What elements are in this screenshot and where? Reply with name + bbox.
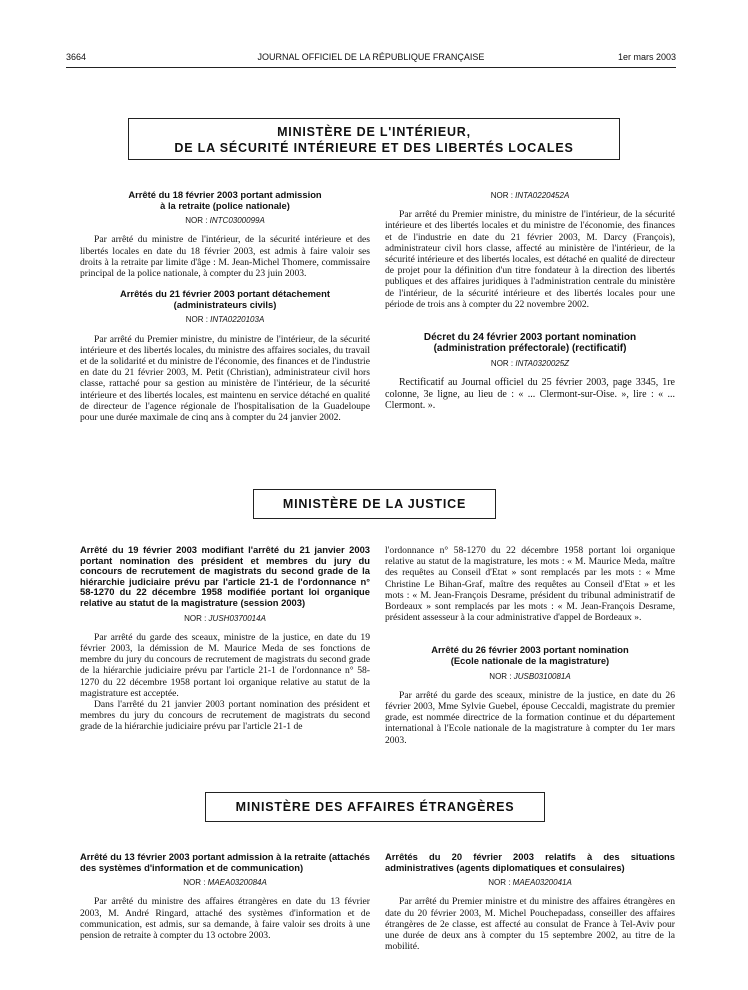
nor-label: NOR : <box>183 878 206 888</box>
ministry-heading-line: MINISTÈRE DE LA JUSTICE <box>282 497 467 511</box>
nor-value: INTA0220452A <box>515 191 570 200</box>
article-text: Par arrêté du ministre de l'intérieur, de la sécurité intérieure et des libertés locales en date du 18 février 2003, est admis à faire valoir ses droits à la retraite par limite d'âge : M. Jean-Michel Thomere, commissaire principal de la police nationale, à compter du 23 juin 2003. <box>80 234 370 279</box>
article-text: Par arrêté du ministre des affaires étrangères en date du 13 février 2003, M. André Ringard, attaché des systèmes d'information et de communication, est admis, sur sa demande, à faire valoir ses droits à une pension de retraite à compter du 13 octobre 2003. <box>80 896 370 941</box>
column-left-justice <box>80 545 370 733</box>
article-text: Par arrêté du Premier ministre, du ministre de l'intérieur, de la sécurité intérieure et des libertés locales, du ministre des affaires sociales, du travail et de la solidarité et du ministre de l'économie, des finances et de l'industrie en date du 21 février 2003, M. Petit (Christian), administrateur civil hors classe, rattaché pour sa gestion au ministère de l'intérieur, de la sécurité intérieure et des libertés locales, est maintenu en service détaché en qualité de directeur de l'agence régionale de l'hospitalisation de la Guadeloupe pour une durée maximale de cinq ans à compter du 24 janvier 2002. <box>80 333 370 424</box>
ministry-heading-affaires-etrangeres <box>205 792 545 822</box>
article-title <box>80 289 370 310</box>
article <box>80 289 370 423</box>
nor-label: NOR : <box>489 671 512 681</box>
ministry-heading-line: MINISTÈRE DES AFFAIRES ÉTRANGÈRES <box>235 800 515 814</box>
nor-reference <box>80 613 370 624</box>
nor-reference <box>385 358 675 369</box>
header-rule <box>66 67 676 68</box>
article-title-line: (Ecole nationale de la magistrature) <box>450 655 610 667</box>
article-text: Par arrêté du garde des sceaux, ministre de la justice, en date du 19 février 2003, la démission de M. Maurice Meda de ses fonctions de membre du jury du concours de recrutement de magistrats du second grade de la hiérarchie judiciaire prévu par l'article 21-1 de l'ordonnance n° 58-1270 du 22 décembre 1958 portant loi organique relative au statut de la magistrature est acceptée. <box>80 631 370 699</box>
article-title: Arrêtés du 20 février 2003 relatifs à des situations administratives (agents diplomatiques et consulaires) <box>385 851 675 873</box>
nor-value: MAEA0320041A <box>512 878 572 888</box>
column-right-affaires <box>385 852 675 952</box>
nor-label: NOR : <box>184 613 207 623</box>
article <box>385 332 675 412</box>
column-right-interieur <box>385 190 675 412</box>
article-title-line: (administration préfectorale) (rectificatif) <box>433 343 627 355</box>
nor-value: JUSB0310081A <box>513 671 571 681</box>
article <box>80 190 370 279</box>
nor-reference <box>385 671 675 682</box>
ministry-heading-line: MINISTÈRE DE L'INTÉRIEUR, <box>277 125 471 139</box>
page-header <box>66 52 676 66</box>
article-title-line: Arrêté du 26 février 2003 portant nomination <box>431 644 629 656</box>
article-text: Par arrêté du Premier ministre, du ministre de l'intérieur, de la sécurité intérieure et des libertés locales et du ministre de l'économie, des finances et de l'industrie en date du 21 février 2003, M. Darcy (François), administrateur civil hors classe, affecté au ministère de l'intérieur, de la sécurité intérieure et des libertés locales, est détaché en qualité de directeur de projet pour la définition d'un titre fondateur à la direction des libertés publiques et des affaires juridiques à l'administration centrale du ministère de l'intérieur, de la sécurité intérieure et des libertés locales pour une période de trois ans à compter du 22 novembre 2002. <box>385 209 675 310</box>
article-text-continued: l'ordonnance n° 58-1270 du 22 décembre 1958 portant loi organique relative au statut de la magistrature, les mots : « M. Maurice Meda, maître des requêtes au Conseil d'Etat » sont remplacés par les mots : « Mme Christine Le Bihan-Graf, maître des requêtes au Conseil d'Etat » et les mots : « M. Jean-François Desrame, président du tribunal administratif de Bordeaux » sont remplacés par les mots : « M. Jean-François Desrame, président assesseur à la cour administrative d'appel de Bordeaux ». <box>385 545 675 624</box>
column-left-interieur <box>80 190 370 423</box>
nor-label: NOR : <box>488 878 511 888</box>
nor-reference <box>80 314 370 325</box>
nor-value: INTC0300099A <box>209 216 265 226</box>
article-title-line: Arrêté du 18 février 2003 portant admission <box>128 189 322 200</box>
article-title-line: Décret du 24 février 2003 portant nomination <box>423 332 637 344</box>
nor-label: NOR : <box>490 191 513 200</box>
nor-reference <box>385 877 675 888</box>
nor-value: INTA0220103A <box>210 315 265 325</box>
nor-reference <box>385 190 675 201</box>
article-title-line: Arrêtés du 21 février 2003 portant détachement <box>120 288 330 300</box>
nor-value: JUSH0370014A <box>208 613 266 623</box>
article <box>385 852 675 952</box>
article-text: Dans l'arrêté du 21 janvier 2003 portant nomination des président et membres du jury du concours de recrutement de magistrats du second grade de la hiérarchie judiciaire prévu par l'article 21-1 de <box>80 698 370 733</box>
article-title-line: (administrateurs civils) <box>173 298 277 310</box>
ministry-heading-interieur <box>128 118 620 160</box>
article-title <box>80 190 370 211</box>
article <box>385 645 675 745</box>
nor-reference <box>80 215 370 226</box>
article-text: Par arrêté du garde des sceaux, ministre de la justice, en date du 26 février 2003, Mme Sylvie Guebel, épouse Ceccaldi, magistrate du premier grade, est nommée directrice de la formation continue et du département international à l'Ecole nationale de la magistrature à compter du 1er mars 2003. <box>385 689 675 746</box>
article-title <box>385 332 675 354</box>
article-title-line: à la retraite (police nationale) <box>160 199 290 211</box>
article <box>80 545 370 733</box>
nor-label: NOR : <box>185 216 208 226</box>
page-number: 3664 <box>66 52 87 62</box>
nor-label: NOR : <box>185 315 208 325</box>
ministry-heading-line: DE LA SÉCURITÉ INTÉRIEURE ET DES LIBERTÉS LOCALES <box>174 141 574 155</box>
ministry-heading-justice <box>253 489 496 519</box>
column-right-justice <box>385 545 675 746</box>
column-left-affaires <box>80 852 370 941</box>
article-text: Rectificatif au Journal officiel du 25 février 2003, page 3345, 1re colonne, 3e ligne, au lieu de : « ... Clermont-sur-Oise. », lire : « ... Clermont. ». <box>385 377 675 412</box>
article <box>385 190 675 310</box>
journal-title: JOURNAL OFFICIEL DE LA RÉPUBLIQUE FRANÇAISE <box>257 52 485 62</box>
nor-value: INTA0320025Z <box>515 359 570 369</box>
article-title: Arrêté du 19 février 2003 modifiant l'arrêté du 21 janvier 2003 portant nomination des président et membres du jury du concours de recrutement de magistrats du second grade de la hiérarchie judiciaire prévu par l'article 21-1 de l'ordonnance n° 58-1270 du 22 décembre 1958 modifiée portant loi organique relative au statut de la magistrature (session 2003) <box>80 544 370 608</box>
nor-value: MAEA0320084A <box>207 878 267 888</box>
article-title: Arrêté du 13 février 2003 portant admission à la retraite (attachés des systèmes d'information et de communication) <box>80 851 370 873</box>
issue-date: 1er mars 2003 <box>617 52 676 62</box>
article-title <box>385 645 675 666</box>
article-text: Par arrêté du Premier ministre et du ministre des affaires étrangères en date du 20 février 2003, M. Michel Pouchepadass, conseiller des affaires étrangères de 2e classe, est affecté au consulat de France à Tel-Aviv pour une durée de deux ans à compter du 15 septembre 2002, au titre de la mobilité. <box>385 896 675 953</box>
nor-reference <box>80 877 370 888</box>
nor-label: NOR : <box>490 359 514 369</box>
article <box>80 852 370 941</box>
